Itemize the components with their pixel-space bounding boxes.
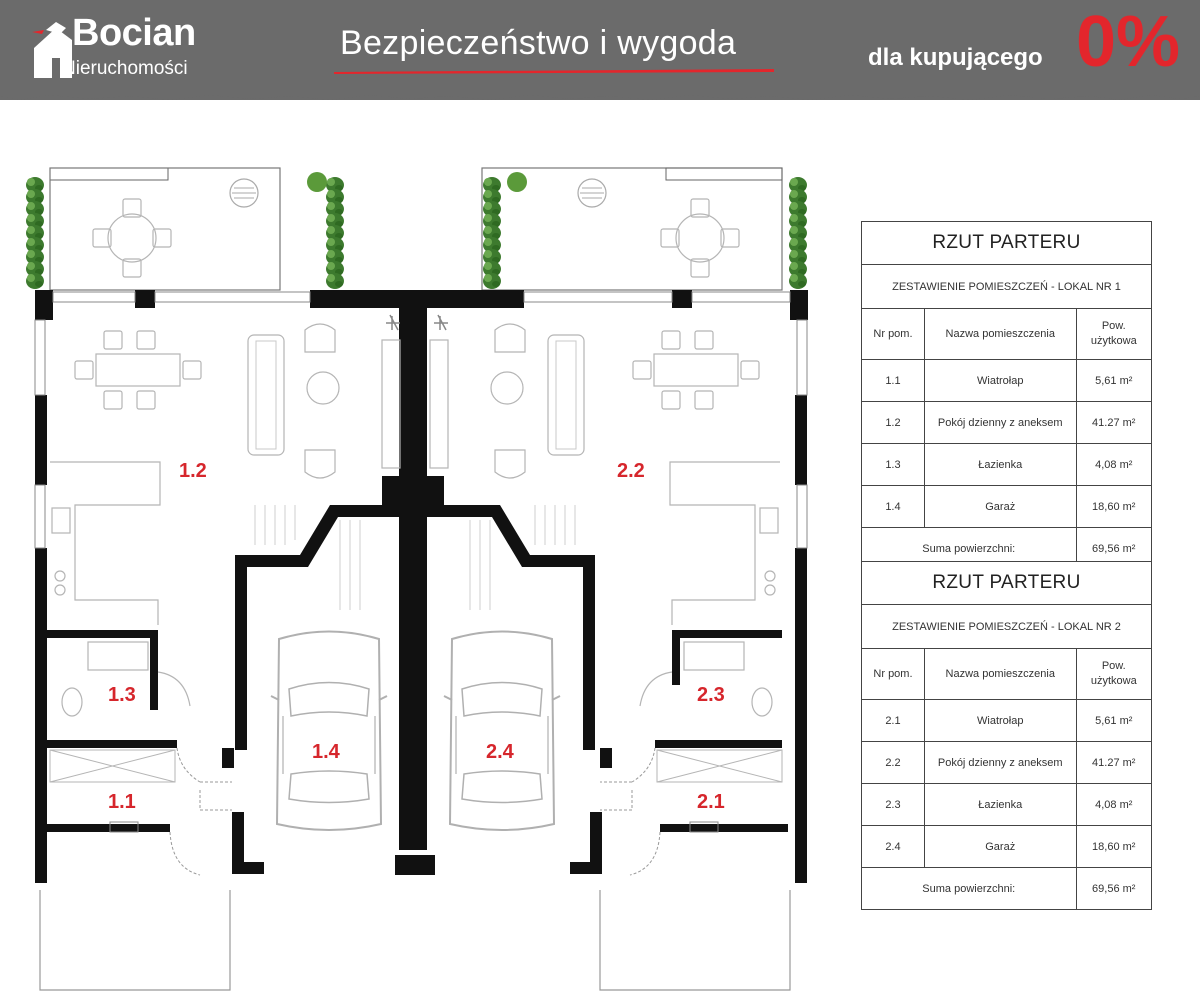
cell-name: Pokój dzienny z aneksem xyxy=(924,402,1076,444)
room-label-1-3: 1.3 xyxy=(108,684,136,706)
sum-value: 69,56 m² xyxy=(1076,868,1151,910)
cell-nr: 2.3 xyxy=(862,784,925,826)
cell-name: Garaż xyxy=(924,486,1076,528)
cell-name: Wiatrołap xyxy=(924,700,1076,742)
banner-rough-edge xyxy=(0,92,1200,102)
cell-area: 41.27 m² xyxy=(1076,742,1151,784)
table-title: RZUT PARTERU xyxy=(862,222,1152,265)
sum-label: Suma powierzchni: xyxy=(862,528,1077,570)
cell-area: 4,08 m² xyxy=(1076,444,1151,486)
buyer-text: dla kupującego xyxy=(868,44,1043,71)
logo-main-text: Bocian xyxy=(72,12,196,54)
cell-area: 5,61 m² xyxy=(1076,360,1151,402)
cell-nr: 2.4 xyxy=(862,826,925,868)
room-table-unit-2 xyxy=(861,561,1152,910)
table-header-row xyxy=(862,309,1152,360)
cell-area: 41.27 m² xyxy=(1076,402,1151,444)
room-label-2-4: 2.4 xyxy=(486,741,514,763)
room-label-1-4: 1.4 xyxy=(312,741,340,763)
cell-nr: 1.4 xyxy=(862,486,925,528)
cell-area: 5,61 m² xyxy=(1076,700,1151,742)
table-row xyxy=(862,402,1152,444)
cell-nr: 2.2 xyxy=(862,742,925,784)
table-row xyxy=(862,826,1152,868)
room-label-1-2: 1.2 xyxy=(179,460,207,482)
cell-nr: 1.2 xyxy=(862,402,925,444)
company-logo[interactable] xyxy=(32,12,222,84)
table-row xyxy=(862,700,1152,742)
table-header-row xyxy=(862,649,1152,700)
table-row xyxy=(862,360,1152,402)
table-row xyxy=(862,444,1152,486)
col-header-name: Nazwa pomieszczenia xyxy=(924,649,1076,700)
col-header-area: Pow. użytkowa xyxy=(1076,309,1151,360)
col-header-area: Pow. użytkowa xyxy=(1076,649,1151,700)
cell-nr: 2.1 xyxy=(862,700,925,742)
room-label-2-2: 2.2 xyxy=(617,460,645,482)
table-row xyxy=(862,784,1152,826)
room-label-2-1: 2.1 xyxy=(697,791,725,813)
cell-name: Wiatrołap xyxy=(924,360,1076,402)
table-title: RZUT PARTERU xyxy=(862,562,1152,605)
cell-nr: 1.3 xyxy=(862,444,925,486)
sum-value: 69,56 m² xyxy=(1076,528,1151,570)
floor-plan xyxy=(0,120,830,1000)
slogan-underline xyxy=(334,68,774,74)
col-header-nr: Nr pom. xyxy=(862,649,925,700)
slogan: Bezpieczeństwo i wygoda xyxy=(340,24,737,62)
commission-value: 0% xyxy=(1076,2,1181,82)
room-table-unit-1 xyxy=(861,221,1152,570)
cell-name: Łazienka xyxy=(924,444,1076,486)
cell-nr: 1.1 xyxy=(862,360,925,402)
cell-name: Pokój dzienny z aneksem xyxy=(924,742,1076,784)
logo-sub-text: Nieruchomości xyxy=(62,58,188,79)
col-header-name: Nazwa pomieszczenia xyxy=(924,309,1076,360)
cell-name: Garaż xyxy=(924,826,1076,868)
table-row xyxy=(862,486,1152,528)
sum-label: Suma powierzchni: xyxy=(862,868,1077,910)
col-header-nr: Nr pom. xyxy=(862,309,925,360)
room-label-1-1: 1.1 xyxy=(108,791,136,813)
room-label-2-3: 2.3 xyxy=(697,684,725,706)
table-subtitle: ZESTAWIENIE POMIESZCZEŃ - LOKAL NR 2 xyxy=(862,605,1152,649)
cell-area: 4,08 m² xyxy=(1076,784,1151,826)
table-subtitle: ZESTAWIENIE POMIESZCZEŃ - LOKAL NR 1 xyxy=(862,265,1152,309)
table-sum-row xyxy=(862,868,1152,910)
table-row xyxy=(862,742,1152,784)
cell-area: 18,60 m² xyxy=(1076,486,1151,528)
cell-area: 18,60 m² xyxy=(1076,826,1151,868)
cell-name: Łazienka xyxy=(924,784,1076,826)
